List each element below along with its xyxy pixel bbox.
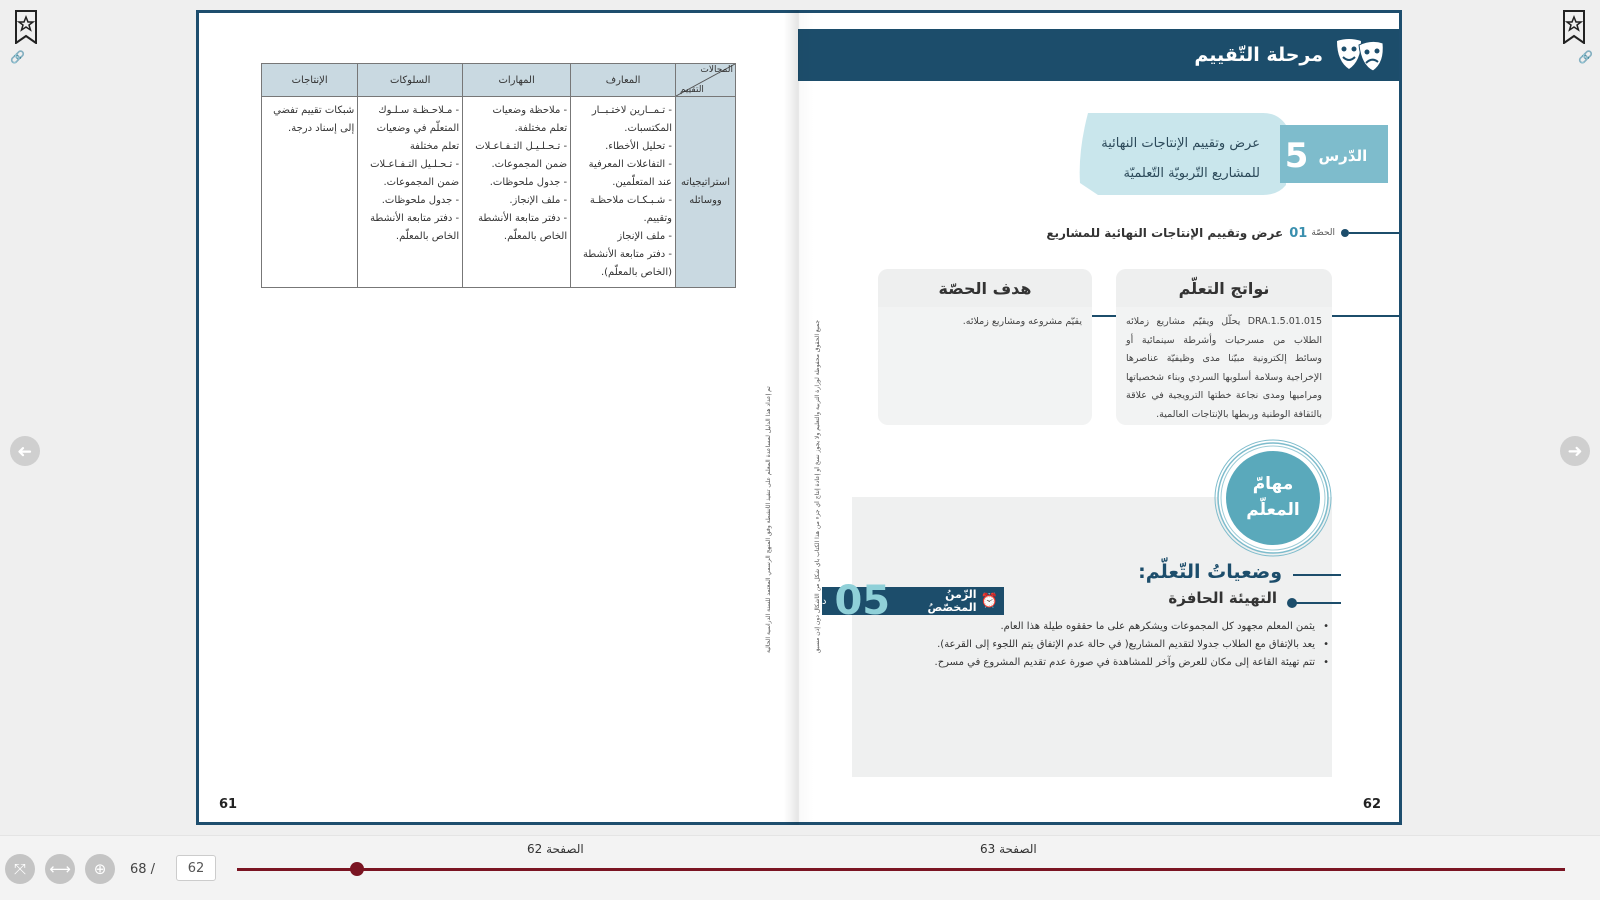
- bookmark-star-icon: [1562, 10, 1586, 44]
- learning-outcomes-card: [1116, 269, 1332, 425]
- fullscreen-icon: ⤧: [13, 860, 26, 878]
- stage-header: [798, 29, 1399, 81]
- zoom-icon: ⊕: [93, 860, 107, 878]
- cell-skills: - ملاحظة وضعيات تعلم مختلفة. - تـحـلـيـل التـفـاعـلات ضمن المجموعات. - جدول ملحوظات. - ملف الإنجاز. - دفتر متابعة الأنشطة الخاص بالمعلّم.: [463, 97, 571, 288]
- fit-width-icon: ⟷: [49, 860, 71, 878]
- right-page-label: الصفحة 63: [980, 842, 1037, 856]
- corner-label-evaluation: التقييم: [680, 85, 704, 95]
- fullscreen-button[interactable]: [5, 854, 35, 884]
- session-title: عرض وتقييم الإنتاجات النهائية للمشاريع: [1046, 226, 1284, 240]
- time-value: 05: [834, 578, 891, 624]
- time-label: الزّمنُ المخصّصُ: [927, 588, 977, 614]
- teacher-badge-line1: مهامّ: [1252, 474, 1294, 494]
- goal-text: يقيّم مشروعه ومشاريع زملائه.: [962, 316, 1082, 327]
- session-label: الحصّة: [1311, 228, 1335, 238]
- zoom-button[interactable]: [85, 854, 115, 884]
- prev-page-button[interactable]: [10, 436, 40, 466]
- teacher-tasks-badge: [1213, 438, 1333, 558]
- table-corner-cell: [676, 64, 736, 97]
- page-slider-track[interactable]: [237, 868, 1565, 871]
- lesson-banner: [1078, 111, 1388, 197]
- time-unit: د: [822, 595, 827, 607]
- arrow-left-icon: ➜: [17, 440, 33, 462]
- stage-title: مرحلة التّقييم: [1194, 44, 1323, 66]
- link-icon-left[interactable]: 🔗: [10, 50, 25, 64]
- book-spread: [196, 10, 1404, 825]
- allotted-time-box: [822, 578, 1004, 624]
- fit-width-button[interactable]: [45, 854, 75, 884]
- lesson-number: 5: [1284, 136, 1309, 176]
- lesson-title: عرض وتقييم الإنتاجات النهائية للمشاريع التّربويّة التّعلميّة: [1101, 136, 1260, 181]
- viewer-toolbar: [0, 835, 1600, 900]
- session-goal-card: [878, 269, 1092, 425]
- lesson-label: الدّرس: [1318, 147, 1368, 165]
- total-pages: 68 /: [130, 862, 156, 877]
- learning-situations-title: وضعياتُ التّعلّم:: [1138, 561, 1282, 583]
- page-number-left: 61: [219, 797, 238, 812]
- page-number-input[interactable]: [176, 855, 216, 881]
- left-page: [196, 10, 798, 825]
- alarm-clock-icon: ⏰: [980, 593, 998, 609]
- vertical-copyright-note: تم إعداد هذا الدليل لمساعدة المعلم على تنفيذ الأنشطة وفق المنهج الرسمي المعتمد للسنة الدراسية الحالية: [765, 386, 772, 653]
- warmup-title: التهيئة الحافزة: [1168, 589, 1277, 607]
- list-item: • يثمن المعلم مجهود كل المجموعات ويشكرهم على ما حققوه طيلة هذا العام.: [935, 618, 1329, 636]
- outcomes-text: DRA.1.5.01.015 يحلّل ويقيّم مشاريع زملائه الطلاب من مسرحيات وأشرطة سينمائية أو وسائط إلكترونية مبيّنا مدى وظيفيّة عناصرها الإخراجية وسلامة أسلوبها السردي وبناء شخصياتها ومراميها ومدى نجاعة خطتها الترويجية في علاقة بالثقافة الوطنية وربطها بالإنتاجات العالمية.: [1126, 316, 1322, 420]
- arrow-right-icon: ➜: [1567, 440, 1583, 462]
- next-page-button[interactable]: [1560, 436, 1590, 466]
- vertical-copyright-note: جميع الحقوق محفوظة لوزارة التربية والتعليم ولا يجوز نسخ أو إعادة إنتاج أي جزء من هذا الكتاب بأي شكل من الأشكال دون إذن مسبق: [814, 319, 821, 653]
- bookmark-star-icon: [14, 10, 38, 44]
- session-line: [1046, 225, 1399, 241]
- session-number: 01: [1289, 225, 1308, 241]
- lesson-badge: [1272, 129, 1380, 183]
- bookmark-left-button[interactable]: [14, 10, 38, 44]
- table-header: المهارات: [463, 64, 571, 97]
- table-row: [262, 97, 736, 288]
- warmup-bullets: [935, 618, 1329, 672]
- cell-knowledge: - تـمــارين لاختـبــار المكتسبات. - تحليل الأخطاء. - التفاعلات المعرفية عند المتعلّمين. - شـبـكـات ملاحظـة وتقييم. - ملف الإنجاز - دفتر متابعة الأنشطة (الخاص بالمعلّم).: [571, 97, 676, 288]
- theater-masks-icon: [1333, 35, 1387, 75]
- link-icon-right[interactable]: 🔗: [1578, 50, 1593, 64]
- right-page: [798, 10, 1402, 825]
- outcomes-title: نواتج التعلّم: [1116, 269, 1332, 307]
- evaluation-table: [261, 63, 736, 288]
- page-slider-thumb[interactable]: [350, 862, 364, 876]
- bookmark-right-button[interactable]: [1562, 10, 1586, 44]
- row-label: استراتيجياته ووسائله: [676, 97, 736, 288]
- table-header: الإنتاجات: [262, 64, 358, 97]
- cell-products: شبكات تقييم تفضي إلى إسناد درجة.: [262, 97, 358, 288]
- cell-behaviors: - مـلاحـظـة سـلـوك المتعلّم في وضعيات تعلم مختلفة - تـحـلـيل التـفـاعـلات ضمن المجموعات. - جدول ملحوظات. - دفتر متابعة الأنشطة الخاص بالمعلّم.: [358, 97, 463, 288]
- goal-title: هدف الحصّة: [878, 269, 1092, 307]
- list-item: • يعد بالإتفاق مع الطلاب جدولا لتقديم المشاريع( في حالة عدم الإتفاق يتم اللجوء إلى القرعة).: [935, 636, 1329, 654]
- corner-label-domains: المجالات: [700, 65, 733, 75]
- page-number-right: 62: [1362, 797, 1381, 812]
- teacher-badge-line2: المعلّم: [1246, 500, 1300, 520]
- table-header: السلوكات: [358, 64, 463, 97]
- list-item: • تتم تهيئة القاعة إلى مكان للعرض وآخر للمشاهدة في صورة عدم تقديم المشروع في مسرح.: [935, 654, 1329, 672]
- table-header: المعارف: [571, 64, 676, 97]
- left-page-label: الصفحة 62: [527, 842, 584, 856]
